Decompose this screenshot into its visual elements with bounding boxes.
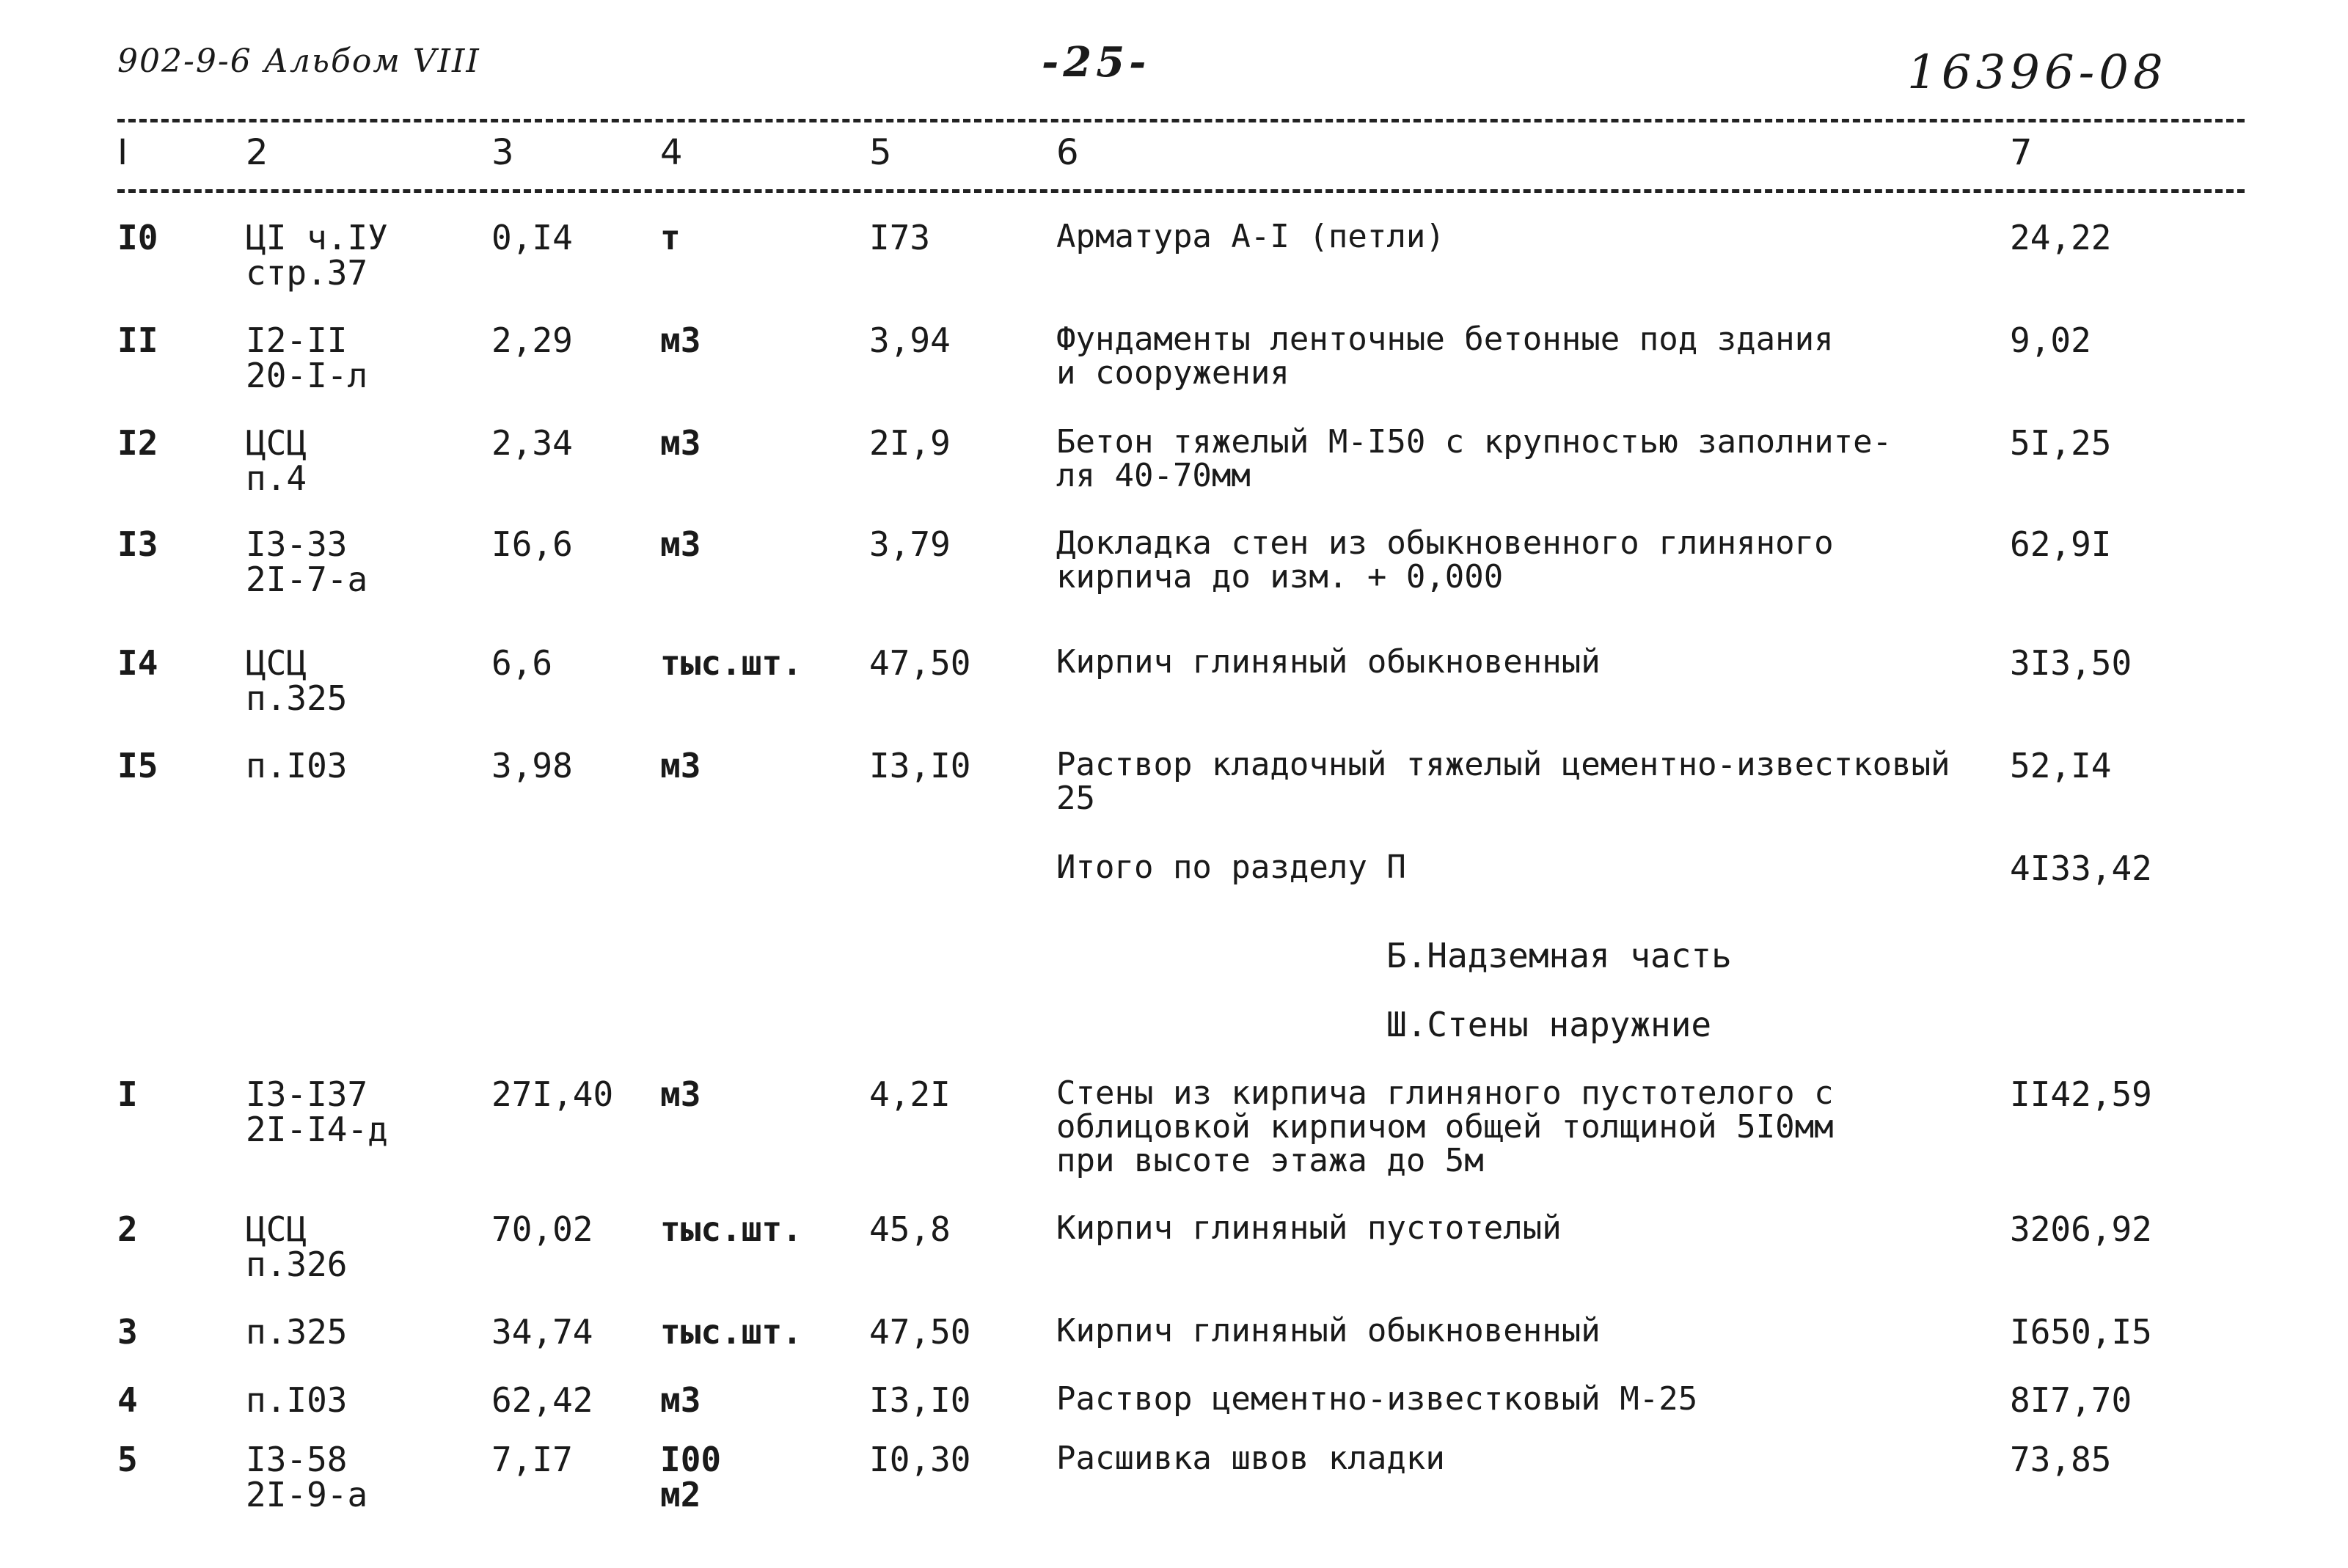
row-unit: м3 xyxy=(660,746,701,785)
row-quantity: 62,42 xyxy=(491,1380,593,1420)
row-quantity: 6,6 xyxy=(491,643,553,683)
row-price: 45,8 xyxy=(869,1209,951,1249)
row-price: I3,I0 xyxy=(869,1380,971,1420)
row-code: ЦСЦ п.326 xyxy=(246,1209,348,1284)
row-unit: т xyxy=(660,218,681,257)
row-total: II42,59 xyxy=(2010,1074,2152,1114)
row-unit: м3 xyxy=(660,423,701,463)
row-quantity: 27I,40 xyxy=(491,1074,614,1114)
row-total: 9,02 xyxy=(2010,320,2091,360)
row-code: п.325 xyxy=(246,1312,348,1352)
row-unit: тыс.шт. xyxy=(660,1312,802,1352)
column-header-5: 5 xyxy=(869,132,892,173)
row-quantity: 0,I4 xyxy=(491,218,573,257)
subtotal-value: 4I33,42 xyxy=(2010,849,2152,888)
row-total: 73,85 xyxy=(2010,1440,2112,1479)
row-quantity: 3,98 xyxy=(491,746,573,785)
row-number: I4 xyxy=(117,643,158,683)
row-quantity: 2,29 xyxy=(491,320,573,360)
row-description: Бетон тяжелый М-I50 с крупностью заполните- ля 40-70мм xyxy=(1056,423,1892,494)
row-number: 3 xyxy=(117,1312,138,1352)
row-code: I3-I37 2I-I4-д xyxy=(246,1074,388,1149)
page-number: -25- xyxy=(1042,38,1151,87)
table-row xyxy=(0,220,2348,315)
row-price: 2I,9 xyxy=(869,423,951,463)
row-total: I650,I5 xyxy=(2010,1312,2152,1352)
document-number: 16396-08 xyxy=(1907,45,2168,100)
part-heading: Б.Надземная часть xyxy=(1386,936,1732,975)
table-row xyxy=(0,748,2348,843)
column-header-1: I xyxy=(117,132,128,173)
row-quantity: I6,6 xyxy=(491,524,573,564)
row-unit: м3 xyxy=(660,320,701,360)
column-header-3: 3 xyxy=(491,132,514,173)
row-price: 3,94 xyxy=(869,320,951,360)
row-number: 4 xyxy=(117,1380,138,1420)
row-unit: м3 xyxy=(660,1380,701,1420)
row-number: I xyxy=(117,1074,138,1114)
row-total: 8I7,70 xyxy=(2010,1380,2132,1420)
row-description: Кирпич глиняный обыкновенный xyxy=(1056,1312,1601,1349)
row-price: I0,30 xyxy=(869,1440,971,1479)
row-total: 5I,25 xyxy=(2010,423,2112,463)
row-total: 3I3,50 xyxy=(2010,643,2132,683)
row-code: I3-33 2I-7-а xyxy=(246,524,368,599)
table-row xyxy=(0,1074,2348,1179)
row-code: I3-58 2I-9-а xyxy=(246,1440,368,1514)
row-description: Раствор кладочный тяжелый цементно-известковый 25 xyxy=(1056,746,1950,817)
row-code: ЦI ч.IУ стр.37 xyxy=(246,218,388,293)
row-unit: I00 м2 xyxy=(660,1440,722,1514)
row-unit: тыс.шт. xyxy=(660,1209,802,1249)
row-description: Докладка стен из обыкновенного глиняного кирпича до изм. + 0,000 xyxy=(1056,524,1834,596)
row-number: I0 xyxy=(117,218,158,257)
row-code: ЦСЦ п.325 xyxy=(246,643,348,718)
row-quantity: 70,02 xyxy=(491,1209,593,1249)
album-code: 902-9-6 Альбом VIII xyxy=(117,43,480,80)
row-code: I2-II 20-I-л xyxy=(246,320,368,395)
row-description: Кирпич глиняный обыкновенный xyxy=(1056,643,1601,681)
row-description: Стены из кирпича глиняного пустотелого с облицовкой кирпичом общей толщиной 5I0мм при высоте этажа до 5м xyxy=(1056,1074,1834,1179)
row-number: 2 xyxy=(117,1209,138,1249)
row-description: Фундаменты ленточные бетонные под здания и сооружения xyxy=(1056,320,1834,392)
row-price: I73 xyxy=(869,218,931,257)
row-unit: м3 xyxy=(660,1074,701,1114)
row-code: п.I03 xyxy=(246,1380,348,1420)
row-total: 62,9I xyxy=(2010,524,2112,564)
column-header-4: 4 xyxy=(660,132,683,173)
table-row xyxy=(0,425,2348,521)
row-total: 3206,92 xyxy=(2010,1209,2152,1249)
row-total: 24,22 xyxy=(2010,218,2112,257)
table-row xyxy=(0,645,2348,741)
row-code: ЦСЦ п.4 xyxy=(246,423,307,498)
row-code: п.I03 xyxy=(246,746,348,785)
row-number: I5 xyxy=(117,746,158,785)
column-header-6: 6 xyxy=(1056,132,1079,173)
column-header-7: 7 xyxy=(2010,132,2033,173)
table-row xyxy=(0,1442,2348,1537)
row-quantity: 7,I7 xyxy=(491,1440,573,1479)
row-total: 52,I4 xyxy=(2010,746,2112,785)
subtotal-label: Итого по разделу П xyxy=(1056,849,1406,886)
row-number: II xyxy=(117,320,158,360)
row-quantity: 2,34 xyxy=(491,423,573,463)
row-price: 47,50 xyxy=(869,643,971,683)
row-number: I2 xyxy=(117,423,158,463)
row-price: 3,79 xyxy=(869,524,951,564)
section-heading: Ш.Стены наружние xyxy=(1386,1005,1712,1044)
row-number: 5 xyxy=(117,1440,138,1479)
table-row xyxy=(0,524,2348,622)
row-unit: тыс.шт. xyxy=(660,643,802,683)
row-description: Арматура А-I (петли) xyxy=(1056,218,1445,255)
table-row xyxy=(0,1209,2348,1307)
table-row xyxy=(0,320,2348,418)
row-description: Кирпич глиняный пустотелый xyxy=(1056,1209,1562,1247)
row-price: I3,I0 xyxy=(869,746,971,785)
row-price: 4,2I xyxy=(869,1074,951,1114)
row-number: I3 xyxy=(117,524,158,564)
row-price: 47,50 xyxy=(869,1312,971,1352)
section-subtotal-row xyxy=(0,851,2348,895)
row-description: Расшивка швов кладки xyxy=(1056,1440,1445,1477)
row-quantity: 34,74 xyxy=(491,1312,593,1352)
row-description: Раствор цементно-известковый М-25 xyxy=(1056,1380,1698,1418)
column-header-2: 2 xyxy=(246,132,268,173)
row-unit: м3 xyxy=(660,524,701,564)
